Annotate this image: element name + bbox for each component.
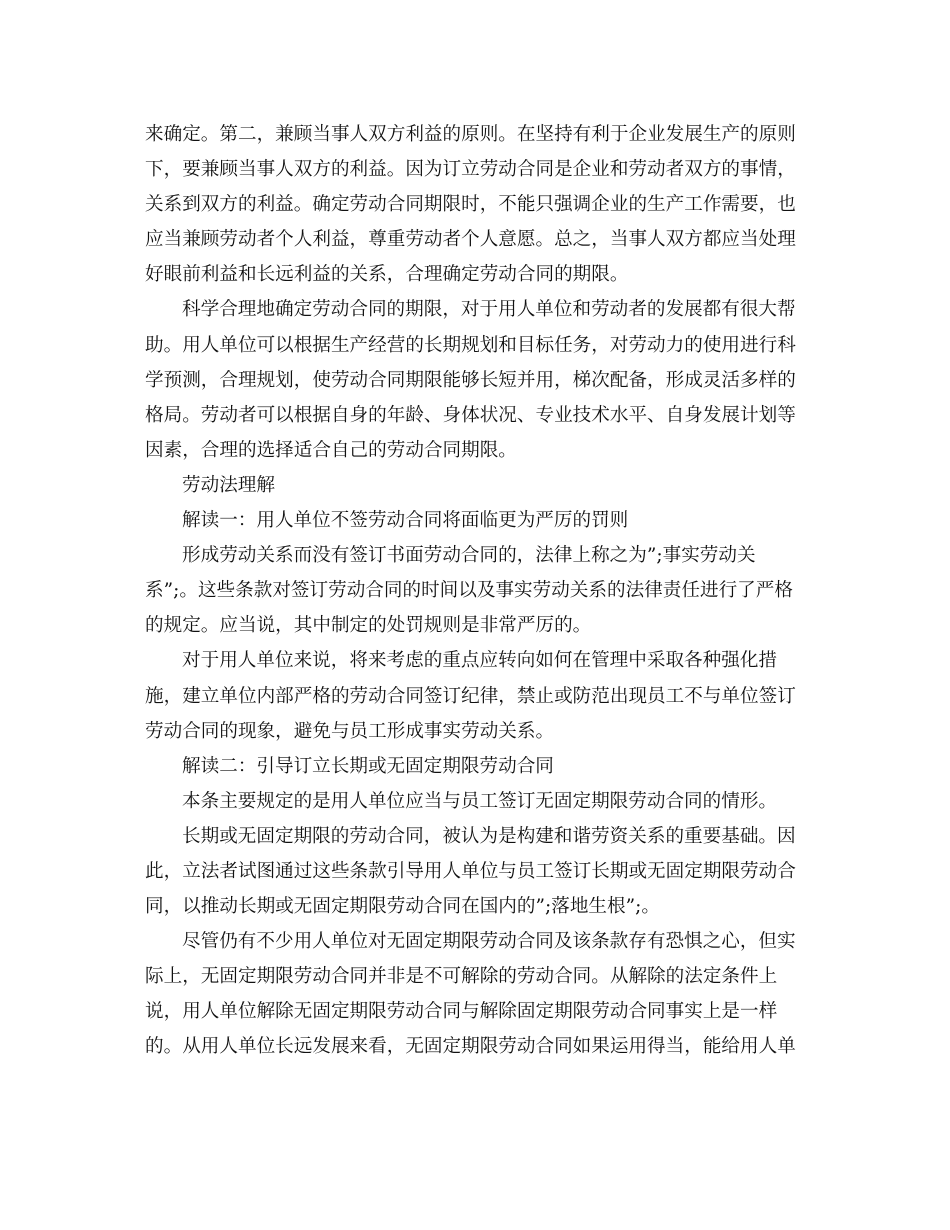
document-body	[145, 117, 800, 1065]
text-line: 关系到双方的利益。确定劳动合同期限时，不能只强调企业的生产工作需要，也	[145, 194, 796, 216]
text-line: 对于用人单位来说，将来考虑的重点应转向如何在管理中采取各种强化措	[182, 650, 778, 672]
text-line: 际上，无固定期限劳动合同并非是不可解除的劳动合同。从解除的法定条件上	[145, 966, 778, 988]
text-line: 系”;。这些条款对签订劳动合同的时间以及事实劳动关系的法律责任进行了严格	[145, 580, 793, 602]
text-line: 下，要兼顾当事人双方的利益。因为订立劳动合同是企业和劳动者双方的事情，	[145, 159, 796, 181]
text-line: 长期或无固定期限的劳动合同，被认为是构建和谐劳资关系的重要基础。因	[182, 825, 796, 847]
text-line: 助。用人单位可以根据生产经营的长期规划和目标任务，对劳动力的使用进行科	[145, 334, 796, 356]
text-line: 格局。劳动者可以根据自身的年龄、身体状况、专业技术水平、自身发展计划等	[145, 404, 796, 426]
text-line: 本条主要规定的是用人单位应当与员工签订无固定期限劳动合同的情形。	[182, 790, 778, 812]
text-line: 的规定。应当说，其中制定的处罚规则是非常严厉的。	[145, 615, 592, 637]
text-line: 学预测，合理规划，使劳动合同期限能够长短并用，梯次配备，形成灵活多样的	[145, 369, 796, 391]
text-line: 劳动法理解	[182, 474, 275, 496]
text-line: 劳动合同的现象，避免与员工形成事实劳动关系。	[145, 720, 555, 742]
text-line: 解读一：用人单位不签劳动合同将面临更为严厉的罚则	[182, 510, 629, 532]
text-line: 同，以推动长期或无固定期限劳动合同在国内的”;落地生根”;。	[145, 896, 660, 918]
text-line: 说，用人单位解除无固定期限劳动合同与解除固定期限劳动合同事实上是一样	[145, 1001, 778, 1023]
text-line: 尽管仍有不少用人单位对无固定期限劳动合同及该条款存有恐惧之心，但实	[182, 931, 796, 953]
text-line: 的。从用人单位长远发展来看，无固定期限劳动合同如果运用得当，能给用人单	[145, 1036, 796, 1058]
text-line: 形成劳动关系而没有签订书面劳动合同的，法律上称之为”;事实劳动关	[182, 545, 756, 567]
text-line: 科学合理地确定劳动合同的期限，对于用人单位和劳动者的发展都有很大帮	[182, 299, 796, 321]
text-line: 来确定。第二，兼顾当事人双方利益的原则。在坚持有利于企业发展生产的原则	[145, 124, 796, 145]
text-line: 施，建立单位内部严格的劳动合同签订纪律，禁止或防范出现员工不与单位签订	[145, 685, 796, 707]
text-line: 此，立法者试图通过这些条款引导用人单位与员工签订长期或无固定期限劳动合	[145, 860, 796, 882]
text-line: 因素，合理的选择适合自己的劳动合同期限。	[145, 439, 517, 461]
text-line: 解读二：引导订立长期或无固定期限劳动合同	[182, 755, 554, 777]
text-line: 好眼前利益和长远利益的关系，合理确定劳动合同的期限。	[145, 264, 629, 286]
text-line: 应当兼顾劳动者个人利益，尊重劳动者个人意愿。总之，当事人双方都应当处理	[145, 229, 796, 251]
